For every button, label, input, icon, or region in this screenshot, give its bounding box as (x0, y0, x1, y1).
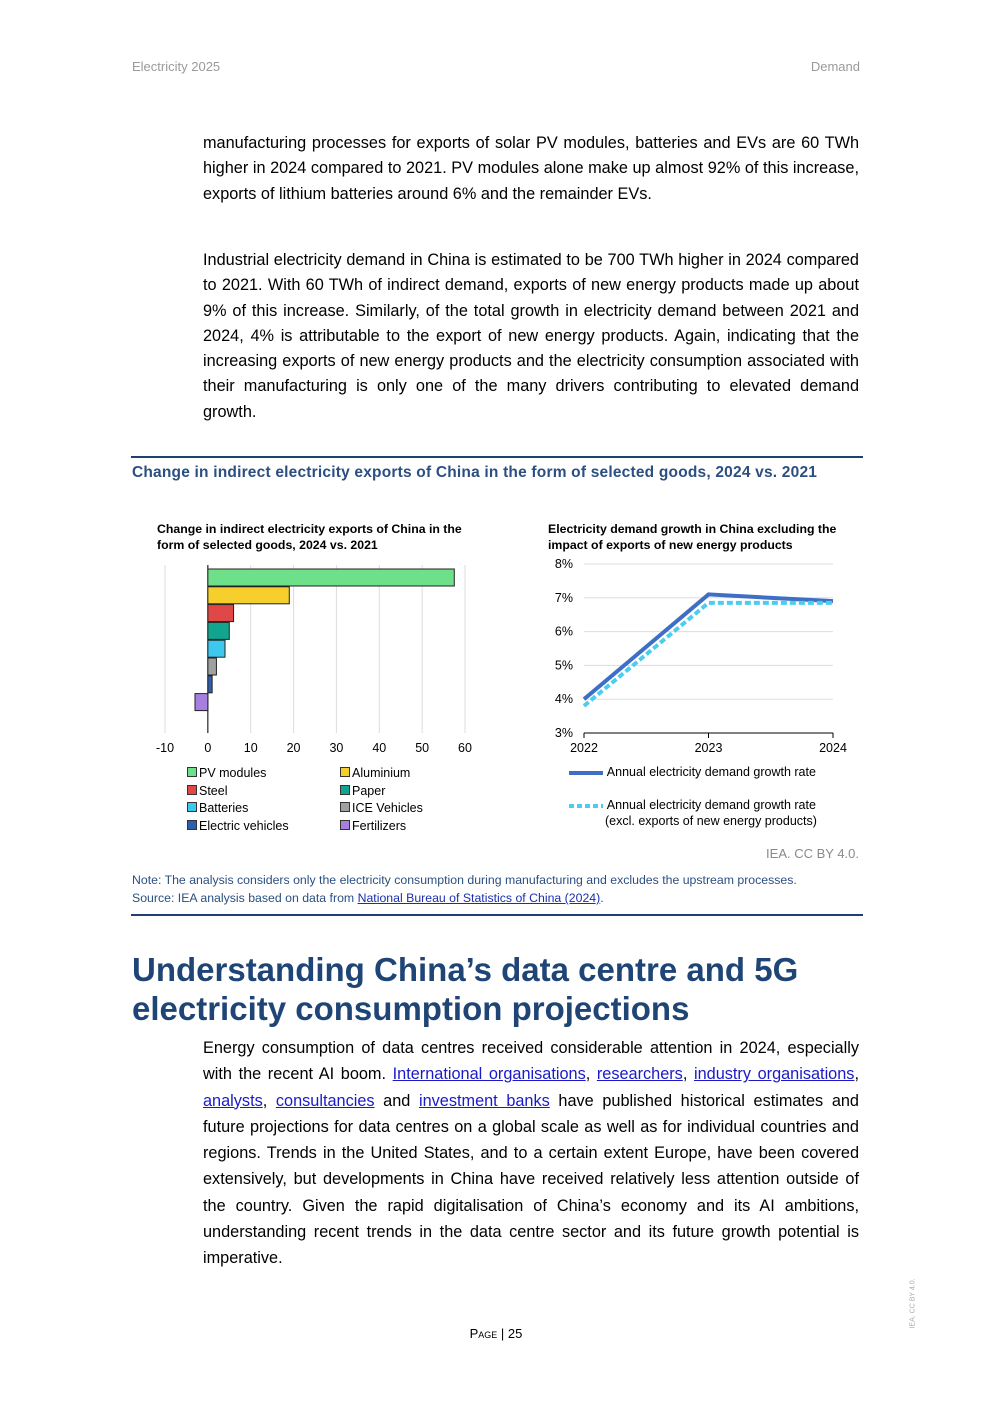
page-separator: | (497, 1326, 508, 1341)
legend-item (340, 818, 406, 834)
bar-pv-modules (208, 569, 454, 586)
legend-label: Paper (352, 783, 386, 798)
legend-label: PV modules (199, 766, 267, 780)
section-heading: Understanding China’s data centre and 5G electricity consumption projections (132, 951, 799, 1027)
legend-item (187, 783, 228, 799)
link-analysts[interactable]: analysts (203, 1091, 263, 1110)
paragraph-end: have published historical estimates and future projections for data centres on a global scale as well as for individual countries and regions. Trends in the United States, and to a certain extent Europe, have been covered extensively, but developments in China have received relatively less attention outside of the country. Given the rapid digitalisation of China’s economy and its AI ambitions, understanding recent trends in the data centre sector and its future growth potential is imperative. (203, 1091, 859, 1268)
paragraph-text: manufacturing processes for exports of solar PV modules, batteries and EVs are 60 TWh higher in 2024 compared to 2021. PV modules alone make up almost 92% of this increase, exports of lithium batteries around 6% and the remainder EVs. (203, 134, 859, 203)
line-chart-title: Electricity demand growth in China excluding the impact of exports of new energy products (548, 522, 837, 552)
page-number: 25 (507, 1326, 523, 1341)
legend-item (340, 765, 410, 781)
link-investment-banks[interactable]: investment banks (418, 1091, 550, 1110)
x-tick-label: 10 (243, 741, 258, 755)
separator: , (682, 1065, 694, 1084)
x-tick-label: 60 (458, 741, 472, 755)
series-line-excl-exports (584, 603, 833, 706)
legend-label: Batteries (199, 801, 249, 816)
legend-label: Annual electricity demand growth rate (606, 798, 816, 812)
bar-steel (208, 605, 234, 622)
page-footer (0, 1326, 992, 1341)
figure-bottom-rule (131, 914, 863, 916)
x-tick-label: 2022 (570, 741, 598, 755)
legend-swatch-icon (340, 802, 350, 812)
legend-swatch-icon (187, 820, 197, 830)
side-license-text: IEA. CC BY 4.0. (909, 1278, 917, 1329)
bar-paper (208, 622, 229, 639)
bar-batteries (208, 640, 225, 657)
legend-label: (excl. exports of new energy products) (605, 814, 817, 828)
legend-label: Electric vehicles (199, 818, 289, 833)
figure-title: Change in indirect electricity exports of China in the form of selected goods, 2024 vs. 2021 (132, 464, 818, 481)
figure-credit: IEA. CC BY 4.0. (766, 846, 859, 861)
series-line-total (584, 594, 833, 699)
line-chart-legend (568, 764, 858, 834)
x-tick-label: 2024 (819, 741, 847, 755)
legend-swatch-icon (187, 802, 197, 812)
y-tick-label: 3% (554, 726, 573, 740)
x-tick-label: 50 (415, 741, 430, 755)
separator: , (585, 1065, 597, 1084)
separator: and (374, 1091, 419, 1110)
y-tick-label: 4% (554, 692, 573, 707)
bar-chart (140, 555, 490, 765)
y-tick-label: 6% (554, 624, 573, 639)
figure-top-rule (131, 456, 863, 458)
figure-note: Note: The analysis considers only the electricity consumption during manufacturing and excludes the upstream processes. (132, 873, 797, 887)
legend-swatch-icon (187, 767, 197, 777)
paragraph-text: Industrial electricity demand in China is estimated to be 700 TWh higher in 2024 compared to 2021. With 60 TWh of indirect demand, exports of new energy products made up about 9% of this increase. Similarly, of the total growth in electricity demand between 2021 and 2024, 4% is attributable to the export of new energy products. Again, indicating that the increasing exports of new energy products and the electricity consumption associated with their manufacturing is only one of the many drivers contributing to elevated demand growth. (203, 251, 859, 421)
legend-swatch-icon (340, 785, 350, 795)
body-paragraph-1 (203, 131, 859, 207)
source-suffix: . (600, 891, 604, 905)
separator: , (854, 1065, 859, 1084)
link-international-organisations[interactable]: International organisations (392, 1065, 586, 1084)
legend-item (187, 800, 248, 816)
y-tick-label: 7% (554, 590, 573, 605)
legend-label: Steel (199, 783, 228, 798)
x-tick-label: 30 (329, 741, 344, 755)
x-tick-label: 20 (286, 741, 301, 755)
bar-electric-vehicles (208, 676, 212, 693)
y-tick-label: 5% (554, 658, 573, 673)
legend-swatch-icon (187, 785, 197, 795)
line-chart (540, 555, 850, 765)
page-label: Page (469, 1326, 498, 1341)
bar-fertilizers (195, 694, 208, 711)
legend-dashed-line-icon (568, 802, 604, 810)
x-tick-label: 2023 (694, 741, 723, 755)
legend-item (340, 783, 385, 799)
legend-swatch-icon (340, 820, 350, 830)
legend-item (340, 800, 423, 816)
separator: , (262, 1091, 276, 1110)
legend-item-dashed-line2 (605, 813, 817, 829)
figure-source (132, 889, 604, 907)
link-industry-organisations[interactable]: industry organisations (693, 1065, 855, 1084)
body-paragraph-2 (203, 248, 859, 425)
bar-chart-title: Change in indirect electricity exports of China in the form of selected goods, 2024 vs. 2021 (157, 522, 462, 552)
body-paragraph-3 (203, 1035, 859, 1272)
x-tick-label: 40 (372, 741, 387, 755)
link-researchers[interactable]: researchers (596, 1065, 683, 1084)
legend-swatch-icon (340, 767, 350, 777)
legend-label: Aluminium (352, 766, 411, 780)
legend-item-dashed (568, 797, 816, 813)
bar-ice-vehicles (208, 658, 217, 675)
y-tick-label: 8% (554, 557, 573, 571)
header-report-title: Electricity 2025 (132, 59, 221, 74)
link-consultancies[interactable]: consultancies (275, 1091, 375, 1110)
x-tick-label: 0 (204, 741, 212, 755)
legend-label: Annual electricity demand growth rate (606, 765, 816, 779)
source-prefix: Source: IEA analysis based on data from (132, 891, 358, 905)
header-section-name: Demand (810, 59, 860, 74)
bar-chart-legend (187, 765, 497, 837)
legend-label: Fertilizers (352, 818, 407, 833)
bar-aluminium (208, 587, 289, 604)
x-tick-label: -10 (155, 741, 175, 755)
source-link[interactable]: National Bureau of Statistics of China (2024) (357, 891, 601, 905)
legend-item (187, 818, 289, 834)
legend-item (187, 765, 266, 781)
legend-item-solid (568, 764, 816, 780)
paragraph-text (203, 1035, 859, 1272)
legend-label: ICE Vehicles (352, 801, 423, 816)
paragraph-start: Energy consumption of data centres received considerable attention in 2024, especially with the recent AI boom. (203, 1039, 859, 1084)
legend-solid-line-icon (568, 769, 604, 777)
